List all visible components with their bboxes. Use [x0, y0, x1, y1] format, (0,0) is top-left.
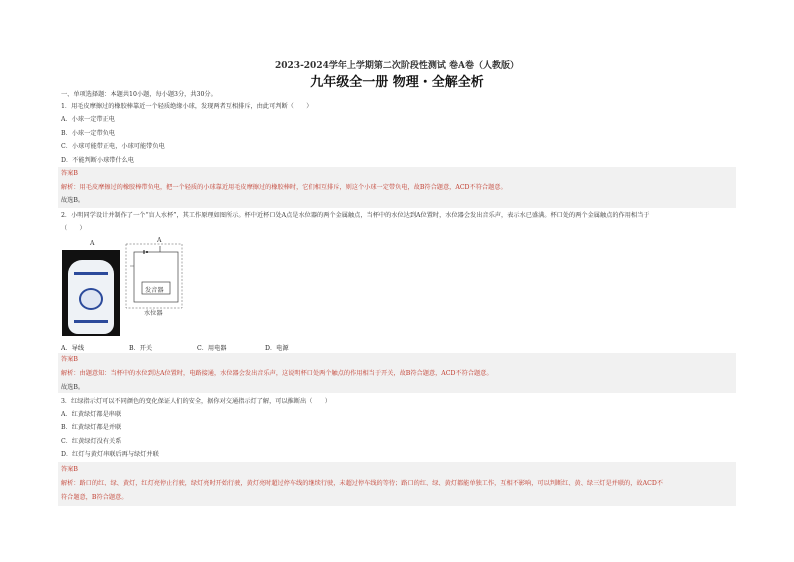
- q2-analysis: 解析：由题意知：当杯中的水位到达A位置时，电路接通，水位器会发出音乐声，这说明杯口处两个触点的作用相当于开关，故B符合题意，ACD不符合题意。: [61, 370, 493, 377]
- exam-subtitle: 2023-2024学年上学期第二次阶段性测试 卷A卷（人教版）: [275, 61, 519, 71]
- q3-option-b: B．红黄绿灯都是并联: [61, 424, 122, 431]
- q3-option-c: C．红黄绿灯没有关系: [61, 438, 122, 445]
- q1-conclusion: 故选B。: [61, 197, 85, 204]
- cup-bottom-band: [74, 320, 108, 323]
- q3-analysis-continued: 符合题意，B符合题意。: [61, 494, 128, 501]
- q3-answer: 答案B: [61, 466, 78, 473]
- q1-analysis: 解析：用毛皮摩擦过的橡胶棒带负电，把一个轻质的小球靠近用毛皮摩擦过的橡胶棒时，它们相互排斥，则这个小球一定带负电，故B符合题意，ACD不符合题意。: [61, 184, 507, 191]
- q2-conclusion: 故选B。: [61, 384, 85, 391]
- q2-stem-bracket: （ ）: [61, 225, 86, 232]
- cup-label-a: A: [90, 240, 95, 247]
- device-label: 水位器: [144, 310, 163, 317]
- q3-stem: 3．红绿指示灯可以不同颜色的变化保证人们的安全，据你对交通指示灯了解，可以推断出（ ）: [61, 398, 331, 405]
- q2-option-c: C．用电器: [197, 345, 227, 352]
- q1-option-d: D．不能判断小球带什么电: [61, 157, 135, 164]
- cup-top-band: [74, 272, 108, 275]
- q2-option-d: D．电源: [265, 345, 289, 352]
- exam-title: 九年级全一册 物理・全解全析: [310, 75, 484, 90]
- q1-option-a: A．小球一定带正电: [61, 116, 115, 123]
- cup-photo: [62, 250, 120, 336]
- device-boundary: [126, 244, 182, 308]
- q3-analysis: 解析：路口的红、绿、黄灯，红灯亮停止行驶，绿灯亮时开始行驶，黄灯亮时超过停车线的继续行驶，未超过停车线的等待；路口的红、绿、黄灯都能单独工作，互相不影响，可以判断红、黄、绿三灯是并联的，故ACD不: [61, 480, 663, 487]
- q2-option-b: B．开关: [129, 345, 153, 352]
- buzzer-label: 发音器: [145, 287, 164, 294]
- q3-option-a: A．红黄绿灯都是串联: [61, 411, 122, 418]
- section-heading: 一、单项选择题：本题共10小题，每小题3分，共30分。: [61, 91, 217, 98]
- q2-stem: 2．小明同学设计并制作了一个“盲人水杯”，其工作原理如图所示。杯中近杯口处A点是水位器的两个金属触点，当杯中的水位达到A位置时，水位器会发出音乐声，表示水已盛满。杯口处的两个金属触点的作用相当于: [61, 212, 650, 219]
- q2-option-a: A．导线: [61, 345, 85, 352]
- cup-body: [68, 260, 114, 334]
- q3-option-d: D．红灯与黄灯串联后再与绿灯并联: [61, 451, 159, 458]
- q2-answer: 答案B: [61, 356, 78, 363]
- cup-medallion: [79, 288, 103, 310]
- q1-option-b: B．小球一定带负电: [61, 130, 116, 137]
- q1-stem: 1．用毛皮摩擦过的橡胶棒靠近一个轻质绝缘小球，发现两者互相排斥，由此可判断（ ）: [61, 103, 313, 110]
- q1-answer: 答案B: [61, 170, 78, 177]
- q1-option-c: C．小球可能带正电，小球可能带负电: [61, 143, 165, 150]
- circuit-label-a: A: [157, 237, 162, 244]
